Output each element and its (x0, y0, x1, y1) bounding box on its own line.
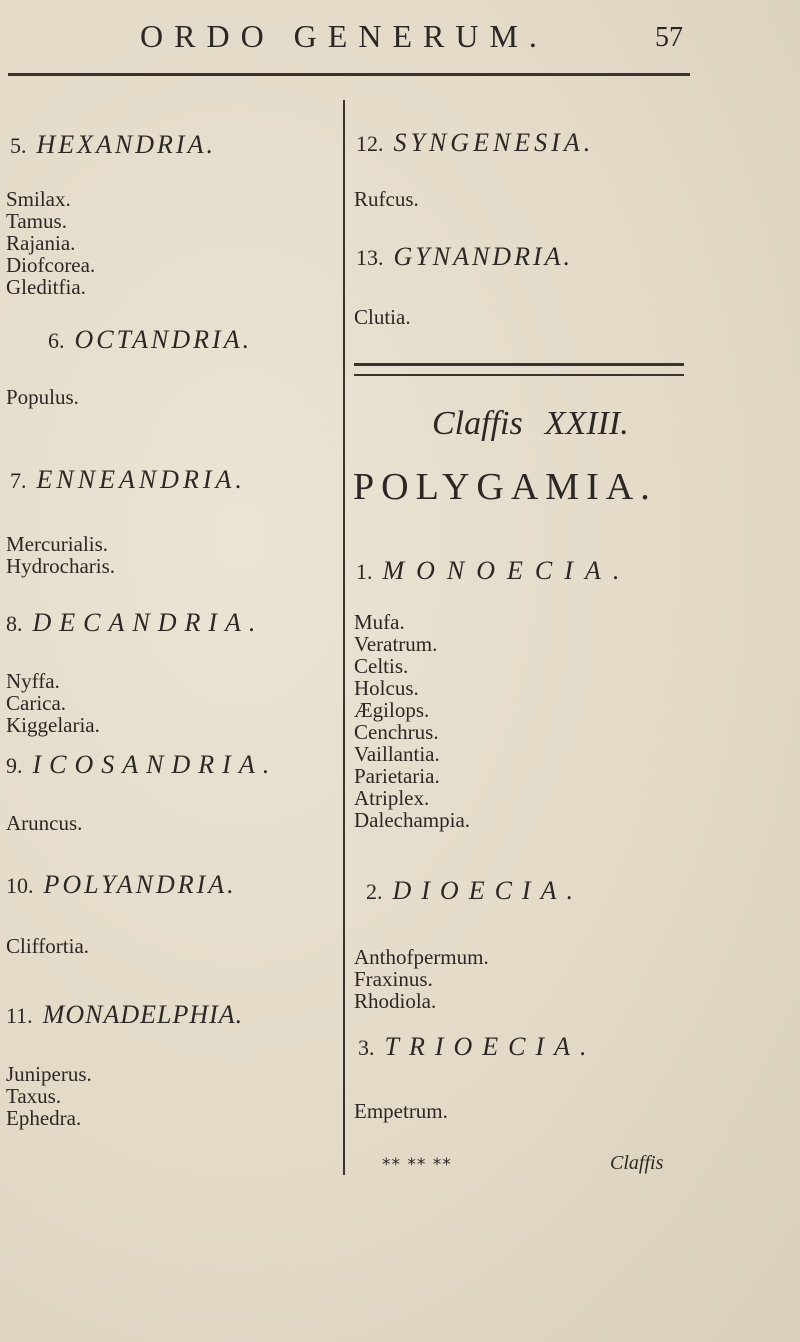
genus-item: Mufa. (354, 610, 405, 634)
page-number: 57 (655, 22, 683, 53)
running-head (0, 8, 800, 58)
genus-item: Rufcus. (354, 187, 419, 211)
genus-item: Populus. (6, 385, 79, 409)
genus-list-syngenesia (354, 188, 419, 210)
genus-item: Rhodiola. (354, 989, 437, 1013)
genus-item: Carica. (6, 691, 67, 715)
genus-item: Anthofpermum. (354, 945, 489, 969)
genus-item: Aruncus. (6, 811, 83, 835)
class-separator-rule (354, 363, 684, 376)
catchword: Claffis (610, 1152, 664, 1174)
section-heading-enneandria: 7. ENNEANDRIA. (10, 465, 246, 494)
genus-list-enneandria (6, 533, 115, 577)
genus-item: Hydrocharis. (6, 554, 116, 578)
genus-item: Juniperus. (6, 1062, 92, 1086)
genus-item: Rajania. (6, 231, 76, 255)
genus-list-icosandria (6, 812, 82, 834)
section-heading-gynandria: 13. GYNANDRIA. (356, 242, 573, 271)
genus-item: Tamus. (6, 209, 67, 233)
genus-item: Smilax. (6, 187, 71, 211)
genus-item: Vaillantia. (354, 742, 440, 766)
class-name: POLYGAMIA. (353, 466, 657, 508)
genus-item: Empetrum. (354, 1099, 448, 1123)
genus-list-hexandria (6, 188, 95, 298)
genus-item: Mercurialis. (6, 532, 109, 556)
subsection-heading-trioecia: 3. TRIOECIA. (358, 1032, 597, 1061)
genus-item: Diofcorea. (6, 253, 96, 277)
genus-list-dioecia (354, 946, 489, 1012)
genus-list-octandria (6, 386, 79, 408)
section-heading-monadelphia: 11. MONADELPHIA. (6, 1000, 244, 1029)
genus-list-decandria (6, 670, 100, 736)
genus-item: Holcus. (354, 676, 419, 700)
genus-list-monadelphia (6, 1063, 92, 1129)
column-divider (343, 100, 345, 1175)
genus-item: Cliffortia. (6, 934, 90, 958)
signature-mark: ** ** ** (382, 1155, 452, 1175)
genus-list-trioecia (354, 1100, 448, 1122)
genus-item: Nyffa. (6, 669, 60, 693)
genus-item: Celtis. (354, 654, 409, 678)
section-heading-icosandria: 9. ICOSANDRIA. (6, 750, 278, 779)
section-heading-decandria: 8. DECANDRIA. (6, 608, 264, 637)
section-heading-octandria: 6. OCTANDRIA. (48, 325, 253, 354)
class-label: Claffis (432, 405, 523, 442)
genus-item: Dalechampia. (354, 808, 471, 832)
genus-item: Taxus. (6, 1084, 62, 1108)
header-rule (8, 73, 690, 76)
running-title: ORDO GENERUM. (140, 18, 548, 54)
genus-item: Veratrum. (354, 632, 438, 656)
genus-item: Fraxinus. (354, 967, 433, 991)
genus-item: Atriplex. (354, 786, 430, 810)
genus-item: Parietaria. (354, 764, 440, 788)
section-heading-syngenesia: 12. SYNGENESIA. (356, 128, 595, 157)
genus-item: Clutia. (354, 305, 411, 329)
class-numeral: XXIII. (544, 405, 629, 442)
class-title (432, 405, 629, 443)
genus-item: Ægilops. (354, 698, 430, 722)
section-heading-hexandria: 5. HEXANDRIA. (10, 130, 216, 159)
section-heading-polyandria: 10. POLYANDRIA. (6, 870, 237, 899)
genus-list-gynandria (354, 306, 411, 328)
genus-item: Cenchrus. (354, 720, 439, 744)
genus-list-polyandria (6, 935, 89, 957)
genus-item: Kiggelaria. (6, 713, 100, 737)
subsection-heading-dioecia: 2. DIOECIA. (366, 876, 583, 905)
genus-item: Gleditfia. (6, 275, 86, 299)
genus-item: Ephedra. (6, 1106, 82, 1130)
genus-list-monoecia (354, 611, 470, 831)
subsection-heading-monoecia: 1. MONOECIA. (356, 556, 632, 585)
